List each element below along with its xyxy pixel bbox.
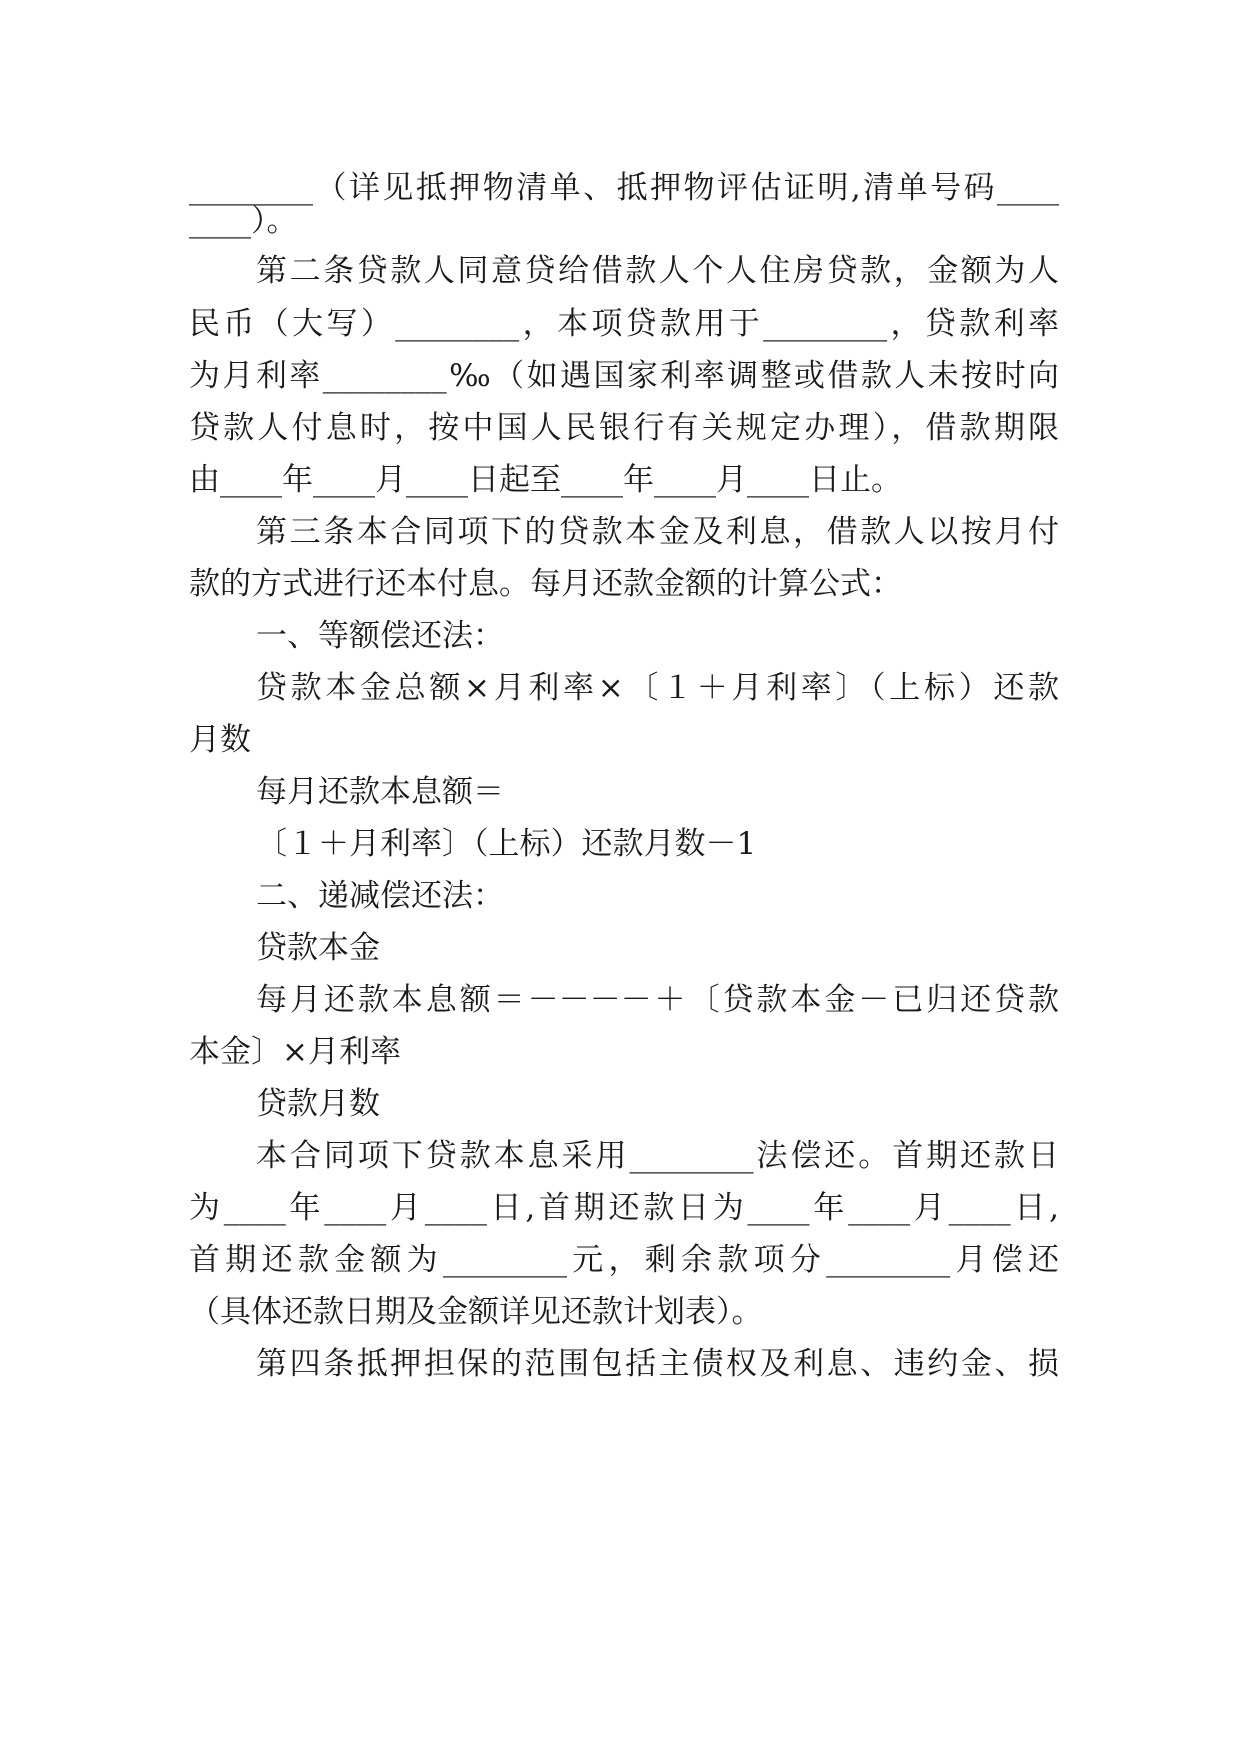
paragraph-line: 贷款本金总额×月利率×〔１＋月利率〕（上标）还款 — [256, 670, 1059, 706]
paragraph-line: 第四条抵押担保的范围包括主债权及利息、违约金、损 — [256, 1346, 1059, 1382]
paragraph-line: 〔１＋月利率〕（上标）还款月数－1 — [256, 826, 757, 862]
paragraph-line: 贷款人付息时，按中国人民银行有关规定办理），借款期限 — [189, 410, 1059, 446]
paragraph-line: 贷款月数 — [256, 1086, 380, 1122]
paragraph-line: 月数 — [189, 722, 251, 758]
paragraph-line: 贷款本金 — [256, 930, 380, 966]
paragraph-line: 为月利率________‰（如遇国家利率调整或借款人未按时向 — [189, 358, 1059, 394]
paragraph-line: 首期还款金额为________元，剩余款项分________月偿还 — [189, 1242, 1059, 1278]
paragraph-line: 第二条贷款人同意贷给借款人个人住房贷款，金额为人 — [256, 253, 1059, 289]
paragraph-line: 由____年____月____日起至____年____月____日止。 — [189, 462, 902, 498]
paragraph-line: 第三条本合同项下的贷款本金及利息，借款人以按月付 — [256, 514, 1059, 550]
paragraph-line: ____）。 — [189, 203, 298, 239]
paragraph-line: 一、等额偿还法： — [256, 618, 504, 654]
paragraph-line: （具体还款日期及金额详见还款计划表）。 — [189, 1294, 763, 1330]
paragraph-line: 每月还款本息额＝－－－－＋〔贷款本金－已归还贷款 — [256, 982, 1059, 1018]
paragraph-line: 本金〕×月利率 — [189, 1034, 401, 1070]
paragraph-line: 款的方式进行还本付息。每月还款金额的计算公式： — [189, 566, 902, 602]
paragraph-line: 每月还款本息额＝ — [256, 774, 504, 810]
paragraph-line: 民币（大写）________，本项贷款用于________，贷款利率 — [189, 306, 1059, 342]
paragraph-line: ________（详见抵押物清单、抵押物评估证明,清单号码____ — [189, 170, 1059, 206]
paragraph-line: 二、递减偿还法： — [256, 878, 504, 914]
paragraph-line: 为____年____月____日,首期还款日为____年____月____日, — [189, 1190, 1059, 1226]
paragraph-line: 本合同项下贷款本息采用________法偿还。首期还款日 — [256, 1138, 1059, 1174]
